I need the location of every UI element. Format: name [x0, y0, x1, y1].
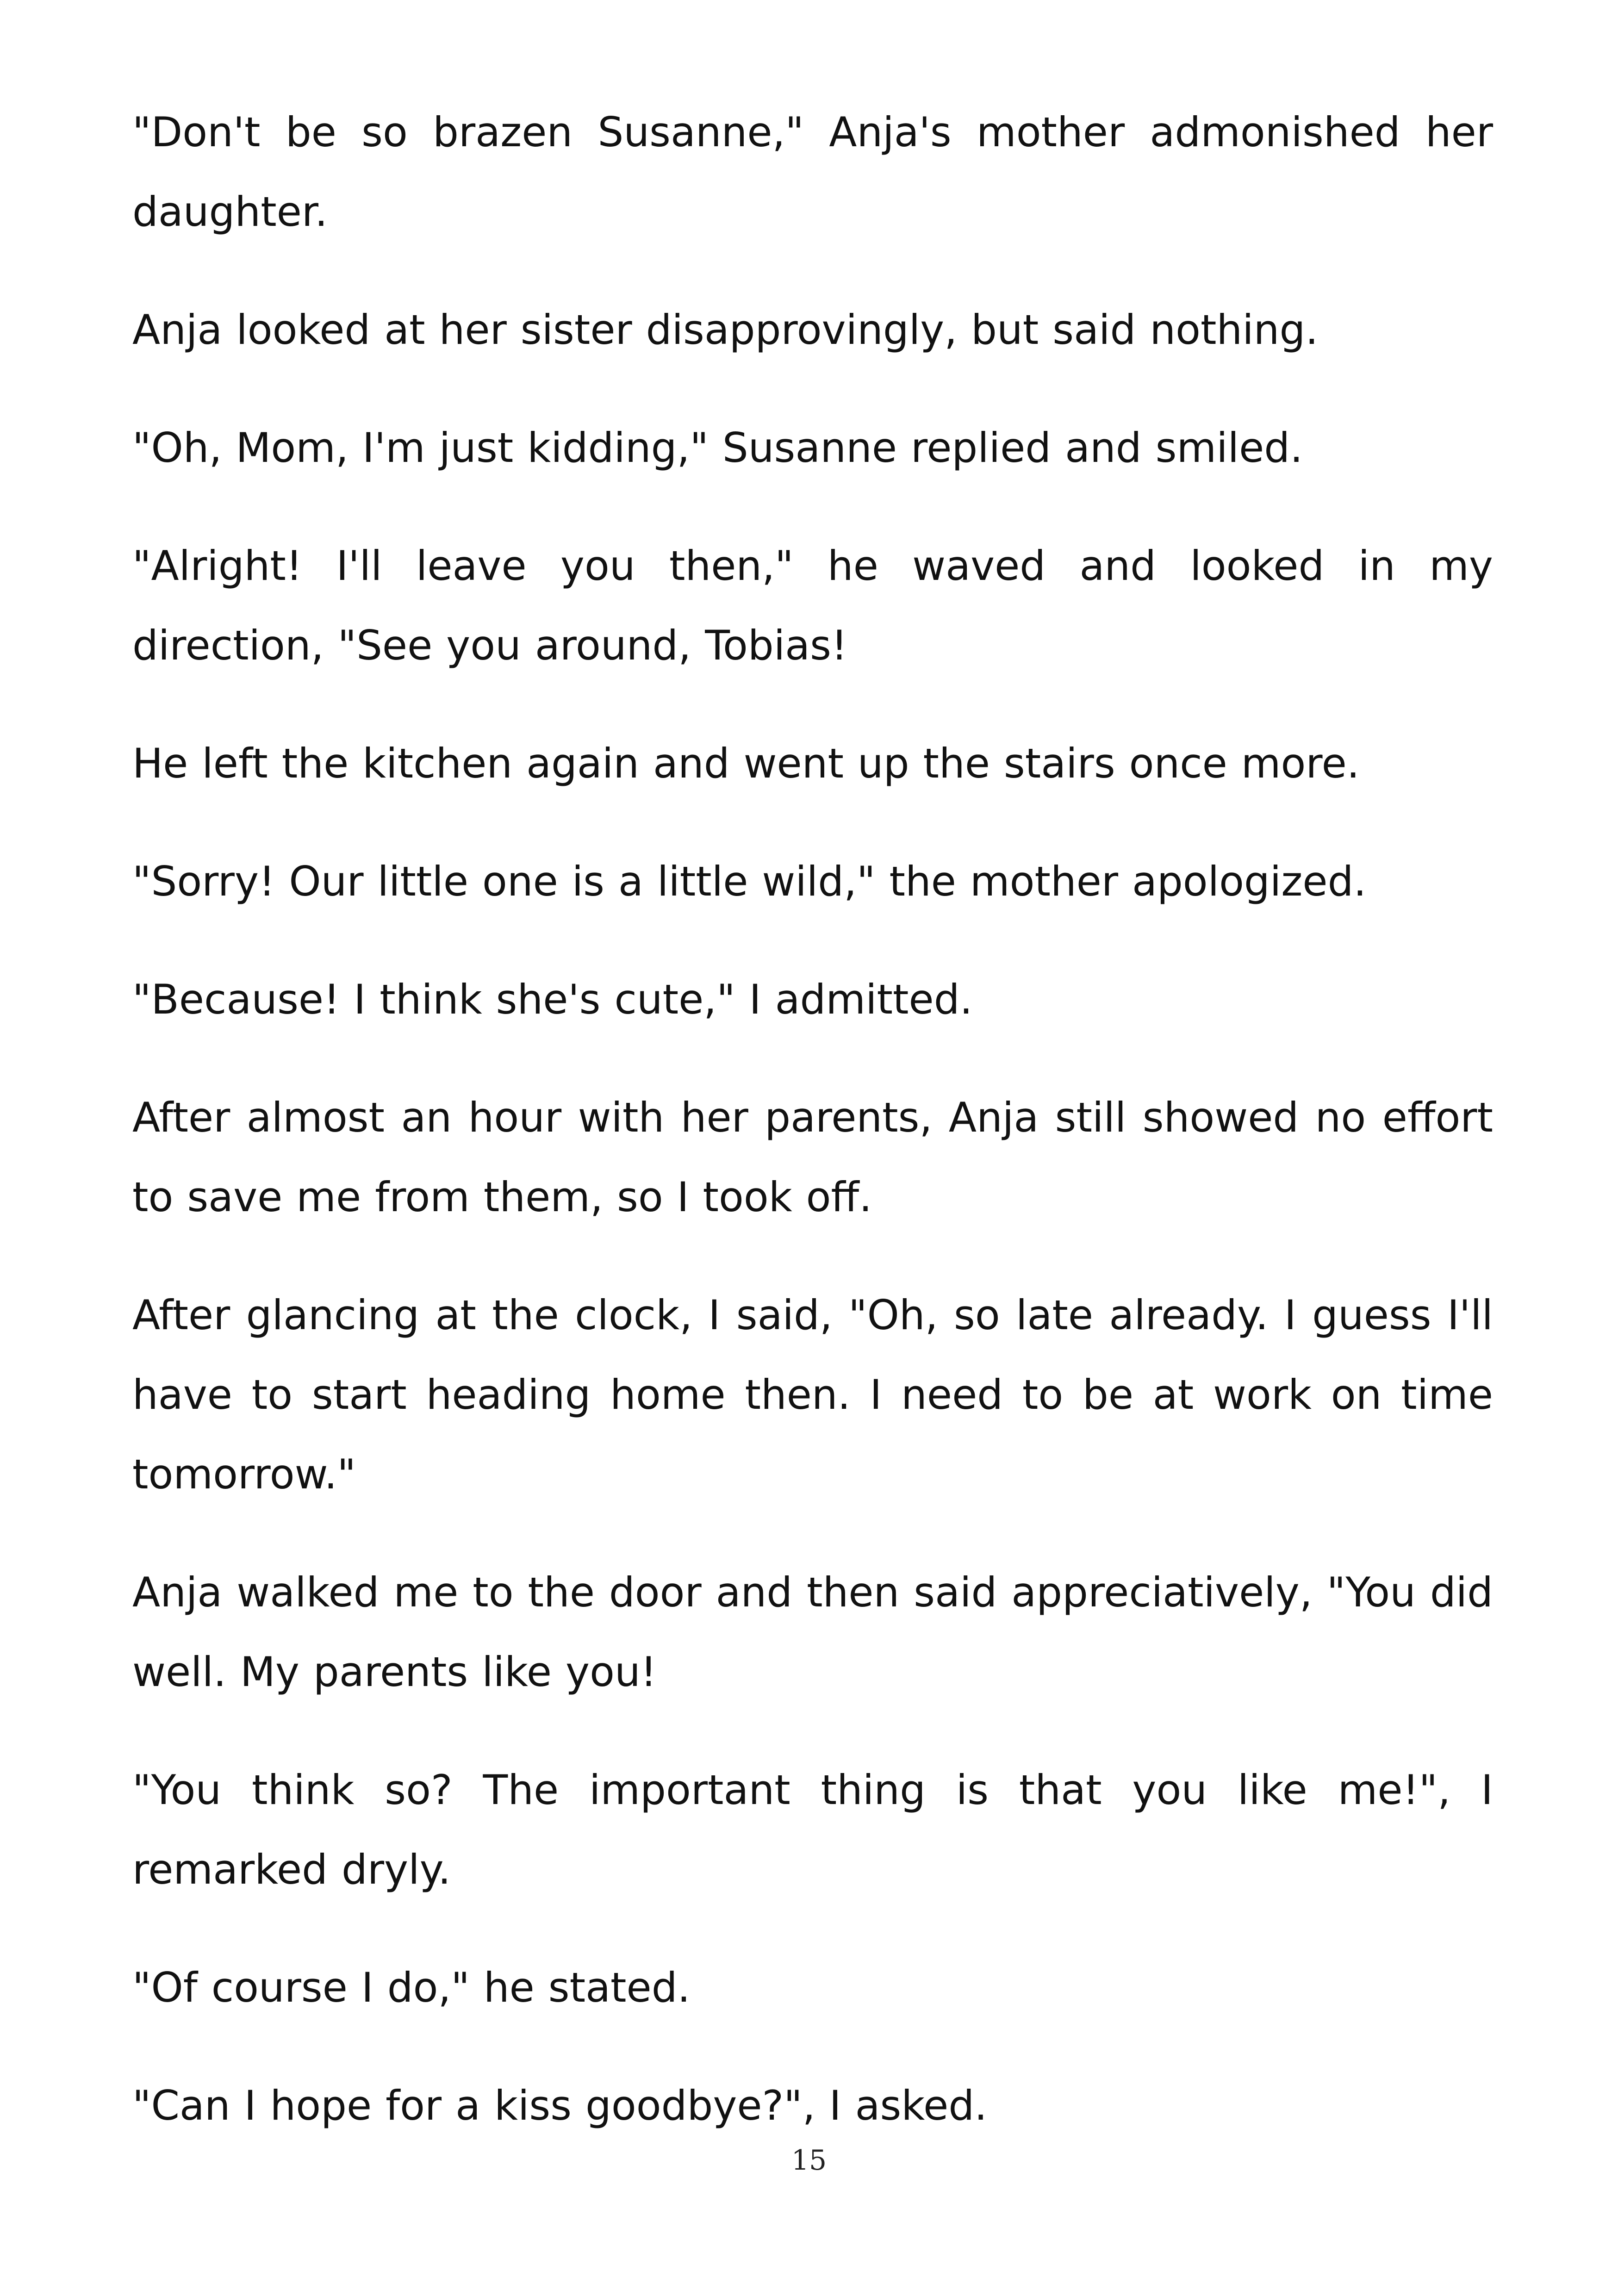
paragraph: "Oh, Mom, I'm just kidding," Susanne replied and smiled.: [132, 424, 1303, 472]
paragraph: He left the kitchen again and went up the stairs once more.: [132, 740, 1360, 787]
paragraph: "Alright! I'll leave you then," he waved and looked in my direction, "See you around, Tobias!: [132, 542, 1493, 669]
paragraph: "Sorry! Our little one is a little wild," the mother apologized.: [132, 858, 1367, 905]
paragraph: "Of course I do," he stated.: [132, 1964, 691, 2011]
paragraph: After glancing at the clock, I said, "Oh, so late already. I guess I'll have to start heading home then. I need to be at work on time tomorrow.": [132, 1291, 1493, 1498]
paragraph: "Don't be so brazen Susanne," Anja's mother admonished her daughter.: [132, 108, 1493, 236]
paragraph: "Because! I think she's cute," I admitted.: [132, 976, 973, 1023]
page-number: 15: [791, 2144, 827, 2177]
paragraph: After almost an hour with her parents, Anja still showed no effort to save me from them, so I took off.: [132, 1094, 1493, 1221]
paragraph: "You think so? The important thing is that you like me!", I remarked dryly.: [132, 1766, 1493, 1893]
paragraph: Anja looked at her sister disapprovingly, but said nothing.: [132, 306, 1319, 354]
paragraph: Anja walked me to the door and then said appreciatively, "You did well. My parents like you!: [132, 1568, 1493, 1696]
body-text: [132, 93, 1493, 2184]
paragraph: "Can I hope for a kiss goodbye?", I asked.: [132, 2082, 988, 2129]
